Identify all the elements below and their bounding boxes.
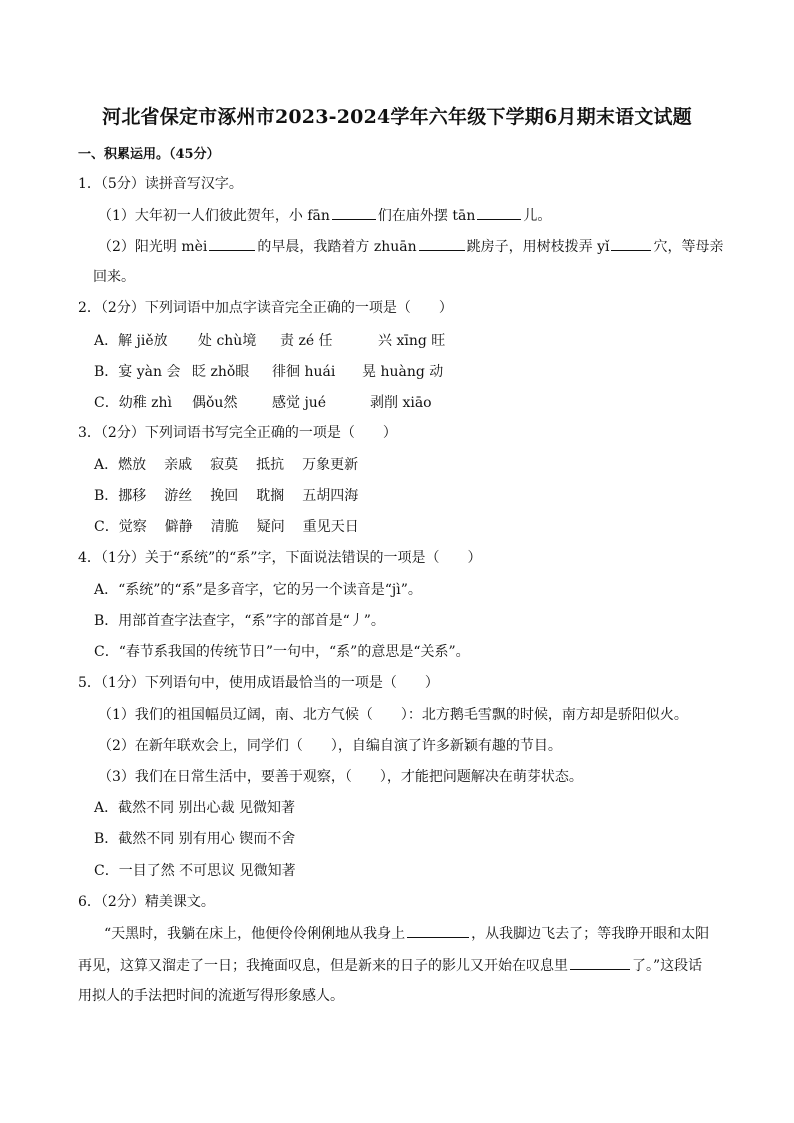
q6-line1-part-a: “天黑时，我躺在床上，他便伶伶俐俐地从我身上 <box>104 926 406 942</box>
q6-line2-part-b: 了。”这段话 <box>632 958 703 974</box>
q2-option-a-word-1: A．解 jiě放 <box>94 333 168 349</box>
q1-line2-part-a: （2）阳光明 mèi <box>98 239 208 255</box>
q3-option-b <box>94 486 376 506</box>
q3-b-word: 游丝 <box>164 488 193 504</box>
question-6-stem: 6．（2分）精美课文。 <box>78 894 215 910</box>
q3-b-word: B．挪移 <box>94 488 147 504</box>
answer-blank[interactable] <box>611 236 651 251</box>
q2-option-b-word-2: 眨 zhǒ眼 <box>192 364 250 380</box>
q6-line2-part-a: 再见，这算又溜走了一日；我掩面叹息，但是新来的日子的影儿又开始在叹息里 <box>78 958 568 974</box>
q6-paragraph-line-3: 用拟人的手法把时间的流逝写得形象感人。 <box>78 988 344 1004</box>
q2-option-b-word-1: B．宴 yàn 会 <box>94 364 181 380</box>
q2-option-b-word-4: 晃 huàng 动 <box>362 364 444 380</box>
q3-b-word: 耽搁 <box>256 488 285 504</box>
answer-blank[interactable] <box>407 923 469 938</box>
q4-option-a: A．“系统”的“系”是多音字，它的另一个读音是“jì”。 <box>94 582 422 598</box>
q2-option-c-word-4: 剥削 xiāo <box>370 395 432 411</box>
answer-blank[interactable] <box>332 205 376 220</box>
q2-option-c-word-1: C．幼稚 zhì <box>94 395 173 411</box>
q5-option-b: B．截然不同 别有用心 锲而不舍 <box>94 831 296 847</box>
question-2-stem: 2．（2分）下列词语中加点字读音完全正确的一项是（ ） <box>78 300 453 316</box>
q4-option-c: C．“春节系我国的传统节日”一句中，“系”的意思是“关系”。 <box>94 644 470 660</box>
q5-option-c: C．一目了然 不可思议 见微知著 <box>94 863 296 879</box>
q3-c-word: 清脆 <box>210 519 239 535</box>
q3-c-word: 重见天日 <box>302 519 359 535</box>
q3-a-word: A．燃放 <box>94 457 147 473</box>
q6-paragraph-line-1 <box>104 923 709 944</box>
section-heading: 一、积累运用。（45分） <box>78 147 220 162</box>
answer-blank[interactable] <box>209 236 255 251</box>
q6-line1-part-b: ，从我脚边飞去了；等我睁开眼和太阳 <box>471 926 710 942</box>
question-3-stem: 3．（2分）下列词语书写完全正确的一项是（ ） <box>78 425 397 441</box>
q2-option-a-word-2: 处 chù境 <box>198 333 257 349</box>
question-5-stem: 5．（1分）下列语句中，使用成语最恰当的一项是（ ） <box>78 675 439 691</box>
q2-option-c-word-2: 偶ǒu然 <box>192 395 238 411</box>
q3-c-word: 疑问 <box>256 519 285 535</box>
q2-option-a-word-3: 责 zé 任 <box>280 333 333 349</box>
q1-line2-part-d: 穴，等母亲 <box>653 239 724 255</box>
q5-sentence-1: （1）我们的祖国幅员辽阔，南、北方气候（ ）：北方鹅毛雪飘的时候，南方却是骄阳似火。 <box>98 707 688 723</box>
q6-paragraph-line-2 <box>78 955 702 976</box>
q1-line2-part-b: 的早晨，我踏着方 zhuān <box>257 239 417 255</box>
q5-sentence-2: （2）在新年联欢会上，同学们（ ），自编自演了许多新颖有趣的节目。 <box>98 738 562 754</box>
q1-line2-part-c: 跳房子，用树枝拨弄 yǐ <box>466 239 610 255</box>
q1-line1-part-c: 儿。 <box>523 208 552 224</box>
question-1-stem: 1．（5分）读拼音写汉字。 <box>78 176 243 192</box>
q4-option-b: B．用部首查字法查字，“系”字的部首是“丿”。 <box>94 613 385 629</box>
q3-option-c <box>94 517 377 537</box>
q1-line1-part-a: （1）大年初一人们彼此贺年，小 fān <box>98 208 330 224</box>
question-1-line-2 <box>98 236 723 257</box>
answer-blank[interactable] <box>477 205 521 220</box>
q3-b-word: 挽回 <box>210 488 239 504</box>
q3-a-word: 抵抗 <box>256 457 285 473</box>
q5-sentence-3: （3）我们在日常生活中，要善于观察，（ ），才能把问题解决在萌芽状态。 <box>98 769 583 785</box>
answer-blank[interactable] <box>419 236 465 251</box>
q3-b-word: 五胡四海 <box>302 488 359 504</box>
q3-a-word: 万象更新 <box>302 457 359 473</box>
q2-option-c-word-3: 感觉 jué <box>272 395 327 411</box>
q3-a-word: 寂莫 <box>210 457 239 473</box>
page-title: 河北省保定市涿州市2023-2024学年六年级下学期6月期末语文试题 <box>102 106 692 128</box>
answer-blank[interactable] <box>570 955 630 970</box>
q1-line1-part-b: 们在庙外摆 tān <box>377 208 476 224</box>
question-4-stem: 4．（1分）关于“系统”的“系”字，下面说法错误的一项是（ ） <box>78 550 482 566</box>
q3-c-word: 僻静 <box>164 519 193 535</box>
q3-c-word: C．觉察 <box>94 519 147 535</box>
q5-option-a: A．截然不同 别出心裁 见微知著 <box>94 800 296 816</box>
q2-option-a-word-4: 兴 xīng 旺 <box>378 333 446 349</box>
question-1-line-1 <box>98 205 551 226</box>
q3-a-word: 亲戚 <box>164 457 193 473</box>
question-1-line-3: 回来。 <box>93 269 135 285</box>
q3-option-a <box>94 455 376 475</box>
q2-option-b-word-3: 徘徊 huái <box>272 364 336 380</box>
